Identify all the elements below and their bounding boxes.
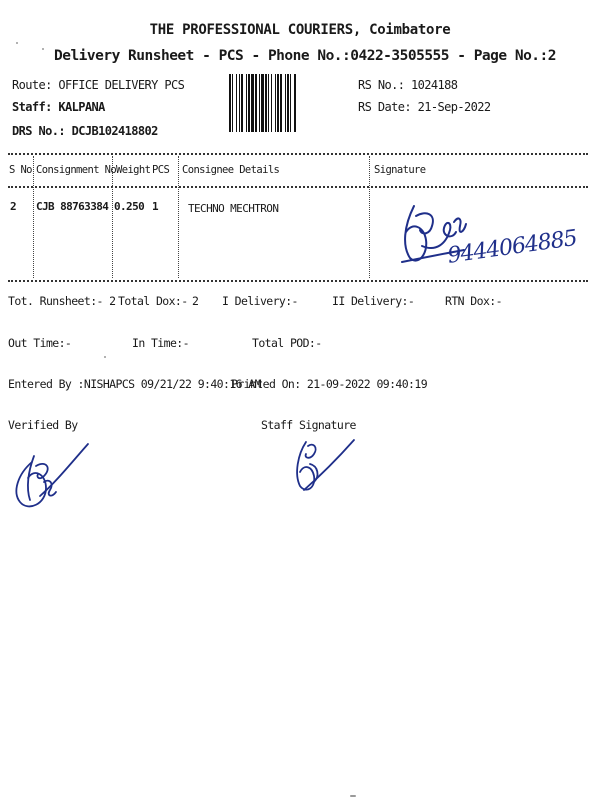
cell-consignment: CJB 88763384 <box>36 200 109 213</box>
total-dox-value: 2 <box>192 294 199 308</box>
route-label: Route: OFFICE DELIVERY PCS <box>12 78 185 92</box>
col-consignment: Consignment No <box>36 164 117 176</box>
cell-weight: 0.250 <box>114 200 145 213</box>
receiver-phone: 9444064885 <box>446 225 579 269</box>
printed-on: Printed On: 21-09-2022 09:40:19 <box>231 377 428 391</box>
scan-speck <box>350 795 356 797</box>
rs-number: RS No.: 1024188 <box>358 78 458 92</box>
col-sno: S No <box>9 164 32 176</box>
scan-speck <box>42 48 44 50</box>
col-divider <box>33 156 34 278</box>
rtn-dox: RTN Dox:- <box>445 294 502 308</box>
barcode <box>228 74 351 132</box>
staff-label: Staff: KALPANA <box>12 100 105 114</box>
scan-speck <box>104 356 106 358</box>
total-dox-label: Total Dox:- <box>118 294 188 308</box>
staff-signature <box>290 436 360 498</box>
scan-speck <box>16 42 18 44</box>
in-time: In Time:- <box>132 336 189 350</box>
company-title: THE PROFESSIONAL COURIERS, Coimbatore <box>149 22 451 38</box>
col-pcs: PCS <box>152 164 170 176</box>
rs-date: RS Date: 21-Sep-2022 <box>358 100 491 114</box>
cell-pcs: 1 <box>152 200 159 213</box>
verified-by-label: Verified By <box>8 418 78 432</box>
table-bottom-rule <box>8 280 588 282</box>
staff-signature-label: Staff Signature <box>261 418 356 432</box>
col-divider <box>178 156 179 278</box>
entered-by: Entered By :NISHAPCS 09/21/22 9:40:16 AM <box>8 377 261 391</box>
runsheet-title: Delivery Runsheet - PCS - Phone No.:0422-3505555 - Page No.:2 <box>53 48 556 64</box>
cell-sno: 2 <box>10 200 17 213</box>
tot-runsheet: Tot. Runsheet:- 2 <box>8 294 116 308</box>
cell-consignee: TECHNO MECHTRON <box>188 202 279 215</box>
verifier-signature <box>6 438 96 518</box>
i-delivery: I Delivery:- <box>222 294 298 308</box>
col-divider <box>369 156 370 278</box>
col-consignee: Consignee Details <box>182 164 280 176</box>
table-top-rule <box>8 153 588 155</box>
drs-number: DRS No.: DCJB102418802 <box>12 124 158 138</box>
col-weight: Weight <box>116 164 151 176</box>
ii-delivery: II Delivery:- <box>332 294 415 308</box>
out-time: Out Time:- <box>8 336 72 350</box>
total-pod: Total POD:- <box>252 336 322 350</box>
col-signature: Signature <box>374 164 426 176</box>
table-header-rule <box>8 186 588 188</box>
